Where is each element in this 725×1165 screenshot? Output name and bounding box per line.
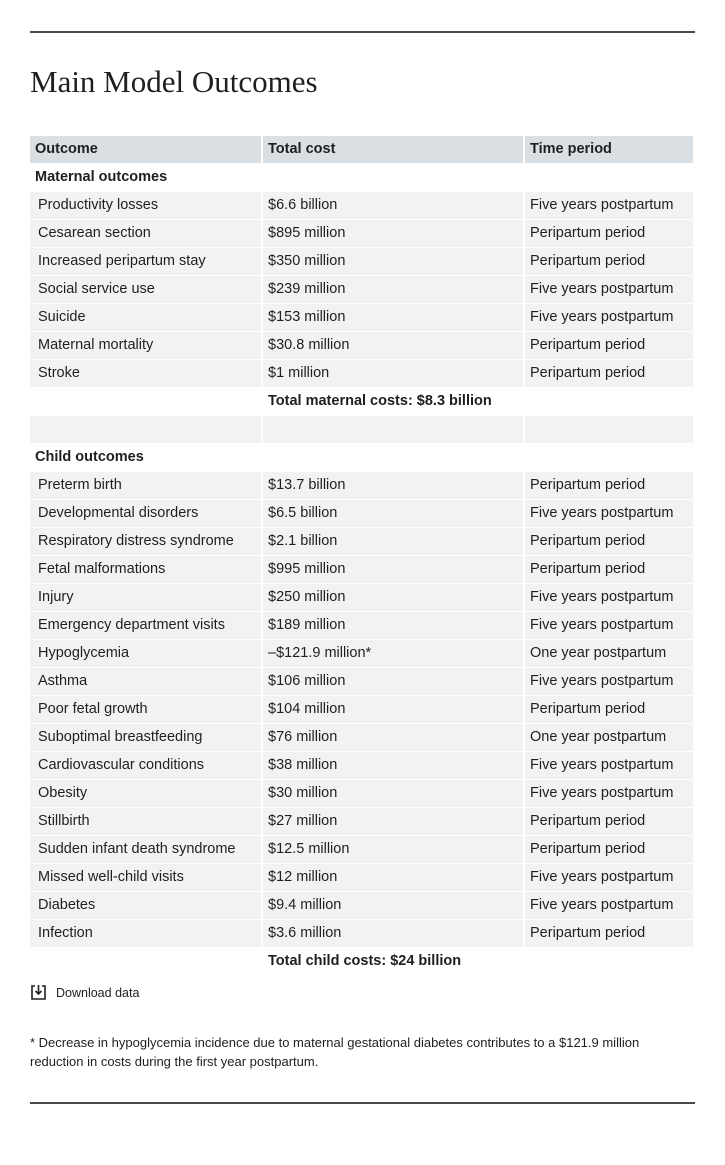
page-title: Main Model Outcomes (30, 64, 318, 99)
total-cost-cell: $76 million (263, 724, 523, 751)
time-period-cell: Peripartum period (525, 808, 693, 835)
outcome-cell: Preterm birth (30, 472, 261, 499)
total-cost-cell: $239 million (263, 276, 523, 303)
footnote: * Decrease in hypoglycemia incidence due to maternal gestational diabetes contributes to a $121.9 million reduction in costs during the first year postpartum. (30, 1035, 640, 1069)
outcome-cell: Cardiovascular conditions (30, 752, 261, 779)
outcome-cell: Infection (30, 920, 261, 947)
table-row (30, 471, 693, 499)
outcome-cell: Respiratory distress syndrome (30, 528, 261, 555)
total-cost-cell: $104 million (263, 696, 523, 723)
total-cost-cell: $106 million (263, 668, 523, 695)
outcome-cell: Stillbirth (30, 808, 261, 835)
outcome-cell: Diabetes (30, 892, 261, 919)
outcome-cell: Suicide (30, 304, 261, 331)
table-row (30, 779, 693, 807)
table-row (30, 555, 693, 583)
outcome-cell: Hypoglycemia (30, 640, 261, 667)
table-row (30, 723, 693, 751)
empty-cell (525, 948, 693, 975)
time-period-cell: Peripartum period (525, 920, 693, 947)
table-row (30, 919, 693, 947)
time-period-cell: Five years postpartum (525, 864, 693, 891)
section-heading-row (30, 443, 693, 471)
table-row (30, 863, 693, 891)
empty-cell (525, 388, 693, 415)
time-period-cell: Peripartum period (525, 332, 693, 359)
outcome-cell: Missed well-child visits (30, 864, 261, 891)
total-cost-cell: $995 million (263, 556, 523, 583)
time-period-cell: One year postpartum (525, 640, 693, 667)
section-heading: Maternal outcomes (35, 169, 168, 185)
table-header (30, 135, 693, 163)
time-period-cell: Five years postpartum (525, 192, 693, 219)
time-period-cell: Five years postpartum (525, 892, 693, 919)
section-spacer (30, 415, 693, 443)
outcome-cell: Emergency department visits (30, 612, 261, 639)
total-value: Total child costs: $24 billion (268, 953, 462, 969)
outcome-cell: Maternal mortality (30, 332, 261, 359)
outcome-cell: Cesarean section (30, 220, 261, 247)
outcome-cell: Social service use (30, 276, 261, 303)
total-cost-cell: $6.5 billion (263, 500, 523, 527)
empty-cell (525, 164, 693, 191)
outcome-cell: Suboptimal breastfeeding (30, 724, 261, 751)
spacer-cell (263, 416, 523, 443)
total-cost-cell: $350 million (263, 248, 523, 275)
outcome-cell: Developmental disorders (30, 500, 261, 527)
table-row (30, 807, 693, 835)
time-period-cell: Peripartum period (525, 556, 693, 583)
spacer-cell (525, 416, 693, 443)
empty-cell (263, 444, 523, 471)
column-header-time-period: Time period (525, 136, 693, 163)
total-cost-cell: $895 million (263, 220, 523, 247)
time-period-cell: Five years postpartum (525, 752, 693, 779)
total-cost-cell: $1 million (263, 360, 523, 387)
outcome-cell: Obesity (30, 780, 261, 807)
outcome-cell: Asthma (30, 668, 261, 695)
outcome-cell: Fetal malformations (30, 556, 261, 583)
empty-cell (263, 164, 523, 191)
total-row (30, 947, 693, 975)
outcome-cell: Poor fetal growth (30, 696, 261, 723)
empty-cell (30, 948, 261, 975)
total-cost-cell: $250 million (263, 584, 523, 611)
section-heading-row (30, 163, 693, 191)
total-cost-cell: $153 million (263, 304, 523, 331)
empty-cell (525, 444, 693, 471)
table-row (30, 835, 693, 863)
total-cost-cell: $9.4 million (263, 892, 523, 919)
total-row (30, 387, 693, 415)
time-period-cell: One year postpartum (525, 724, 693, 751)
total-cost-cell: $30.8 million (263, 332, 523, 359)
outcome-cell: Stroke (30, 360, 261, 387)
top-rule (30, 31, 695, 33)
table-row (30, 499, 693, 527)
table-row (30, 639, 693, 667)
time-period-cell: Peripartum period (525, 836, 693, 863)
time-period-cell: Five years postpartum (525, 304, 693, 331)
time-period-cell: Peripartum period (525, 696, 693, 723)
bottom-rule (30, 1102, 695, 1104)
total-cost-cell: $189 million (263, 612, 523, 639)
outcome-cell: Sudden infant death syndrome (30, 836, 261, 863)
table-row (30, 695, 693, 723)
time-period-cell: Five years postpartum (525, 500, 693, 527)
time-period-cell: Peripartum period (525, 472, 693, 499)
time-period-cell: Peripartum period (525, 528, 693, 555)
download-data-button[interactable] (30, 984, 139, 1001)
table-row (30, 751, 693, 779)
time-period-cell: Five years postpartum (525, 276, 693, 303)
total-cost-cell: $12.5 million (263, 836, 523, 863)
section-heading: Child outcomes (35, 449, 144, 465)
table-row (30, 611, 693, 639)
outcome-cell: Increased peripartum stay (30, 248, 261, 275)
time-period-cell: Peripartum period (525, 360, 693, 387)
total-cost-cell: $30 million (263, 780, 523, 807)
empty-cell (30, 388, 261, 415)
table-row (30, 191, 693, 219)
outcome-cell: Productivity losses (30, 192, 261, 219)
total-cost-cell: $12 million (263, 864, 523, 891)
spacer-cell (30, 416, 261, 443)
table-row (30, 359, 693, 387)
table-row (30, 219, 693, 247)
total-cost-cell: $6.6 billion (263, 192, 523, 219)
total-cost-cell: –$121.9 million* (263, 640, 523, 667)
table-row (30, 331, 693, 359)
time-period-cell: Five years postpartum (525, 612, 693, 639)
total-cost-cell: $3.6 million (263, 920, 523, 947)
time-period-cell: Peripartum period (525, 220, 693, 247)
table-row (30, 891, 693, 919)
total-cost-cell: $27 million (263, 808, 523, 835)
download-icon (30, 984, 47, 1001)
table-row (30, 583, 693, 611)
total-cost-cell: $38 million (263, 752, 523, 779)
column-header-outcome: Outcome (30, 136, 261, 163)
table-row (30, 303, 693, 331)
time-period-cell: Five years postpartum (525, 584, 693, 611)
download-data-label: Download data (56, 985, 140, 1000)
table-row (30, 667, 693, 695)
table-row (30, 247, 693, 275)
total-cost-cell: $2.1 billion (263, 528, 523, 555)
time-period-cell: Peripartum period (525, 248, 693, 275)
outcome-cell: Injury (30, 584, 261, 611)
outcomes-table (30, 135, 693, 975)
table-row (30, 527, 693, 555)
total-cost-cell: $13.7 billion (263, 472, 523, 499)
time-period-cell: Five years postpartum (525, 668, 693, 695)
column-header-total-cost: Total cost (263, 136, 523, 163)
time-period-cell: Five years postpartum (525, 780, 693, 807)
total-value: Total maternal costs: $8.3 billion (268, 393, 492, 409)
table-row (30, 275, 693, 303)
